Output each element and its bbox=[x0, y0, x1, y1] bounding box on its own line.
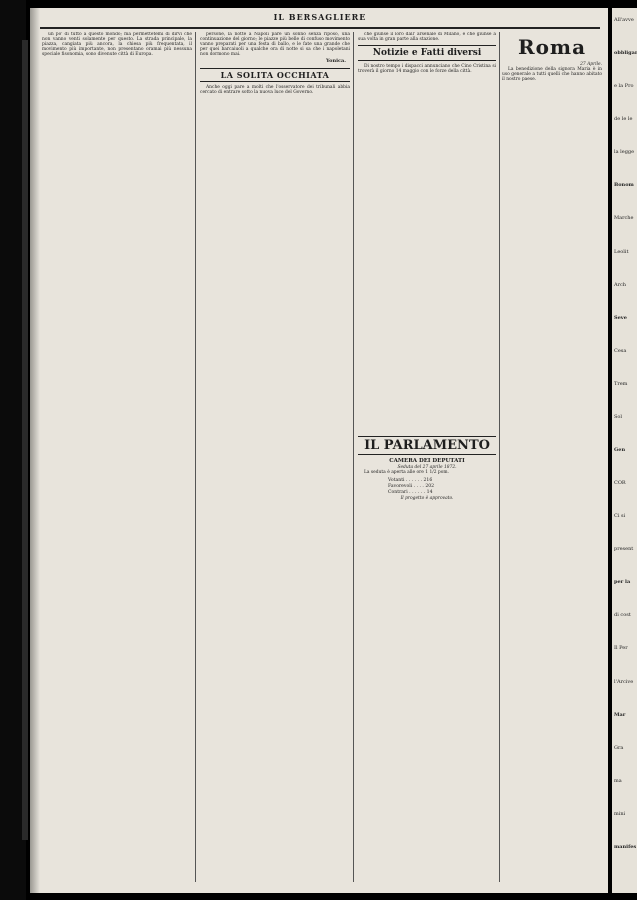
article-paragraph: La benedizione della signora Maria è in uso generale a tutti quelli che hanno abitato il nostro paese. bbox=[502, 67, 602, 83]
next-page-line: de le le bbox=[614, 116, 633, 123]
next-page-line: Arch bbox=[614, 281, 627, 288]
next-page-line: per la bbox=[614, 579, 631, 586]
vote-tally bbox=[358, 478, 496, 496]
vote-result: Il progetto è approvato. bbox=[400, 496, 454, 502]
next-page-line: manifes bbox=[614, 843, 637, 850]
column-4 bbox=[502, 32, 602, 887]
next-page-line: Seve bbox=[614, 314, 627, 321]
next-page-line: Gen bbox=[614, 447, 626, 453]
next-page-line: Il Per bbox=[614, 645, 628, 652]
header-rule bbox=[40, 27, 600, 29]
next-page-line: COR bbox=[614, 480, 626, 487]
column-divider bbox=[195, 32, 196, 882]
next-page-line: l'Arcive bbox=[614, 678, 634, 685]
page-header: IL BERSAGLIERE bbox=[273, 12, 367, 22]
article-paragraph: un po' di tutto a questo mondo; ma permettetemi di dirvi che non vanno venti solamente per questo. La strada principale, la piazza, cangiata più ancora, la chiesa più frequentata, il movimento più importante, non presentano oramai più nessuna speciale fisonomia, sono divenute città di Europa. bbox=[42, 32, 192, 58]
next-page-line: di cost bbox=[614, 612, 631, 619]
article-paragraph: Di nostro tempo i dispacci annunciano che Cino Cristina si troverà il giorno 14 maggio con le forze della città. bbox=[358, 64, 496, 75]
newspaper-page bbox=[30, 8, 608, 893]
next-page-line: All'avve bbox=[614, 17, 634, 23]
vote-contrari: Contrari . . . . . . 14 bbox=[388, 490, 433, 496]
next-page-line: Leolit bbox=[614, 248, 629, 255]
next-page-line: Cesa bbox=[614, 347, 627, 354]
page-gutter-shadow bbox=[30, 8, 40, 893]
column-divider bbox=[499, 32, 500, 882]
next-page-line: Mar bbox=[614, 711, 626, 718]
article-paragraph: La seduta è aperta alle ore 1 1/2 pom. bbox=[364, 470, 449, 476]
parliament-section bbox=[358, 433, 496, 883]
section-heading-roma: Roma bbox=[517, 35, 587, 59]
next-page-line: Sol bbox=[614, 413, 623, 420]
next-page-line: present bbox=[614, 546, 634, 553]
next-page-line: obbligar bbox=[614, 50, 637, 57]
article-paragraph: Anche oggi pare a molti che l'osservatore dei tribunali abbia cercato di entrare sotto la nuova luce del Governo. bbox=[200, 84, 350, 95]
session-date: Seduta del 27 aprile 1872. bbox=[397, 465, 457, 470]
section-heading-solita-occhiata: LA SOLITA OCCHIATA bbox=[200, 68, 350, 82]
next-page-line: ma bbox=[614, 777, 622, 784]
section-heading-parlamento: IL PARLAMENTO bbox=[358, 436, 496, 455]
next-page-line: Marche bbox=[614, 215, 634, 222]
section-heading-notizie: Notizie e Fatti diversi bbox=[358, 45, 496, 61]
next-page-line: la legge bbox=[614, 149, 635, 156]
article-paragraph: che giunse il loro dall' arsenale di Milano, e che giunse a sua volta in gran parte alla stazione. bbox=[358, 32, 496, 43]
chamber-heading: CAMERA DEI DEPUTATI bbox=[389, 458, 465, 464]
next-page-line: Gra bbox=[614, 744, 624, 751]
column-1 bbox=[42, 32, 192, 887]
next-page-line: Bonom bbox=[614, 182, 634, 189]
next-page-line: Ci si bbox=[614, 513, 626, 520]
column-divider bbox=[353, 32, 354, 882]
vote-favorevoli: Favorevoli . . . . 202 bbox=[388, 484, 435, 490]
next-page-line: Trem bbox=[614, 380, 628, 387]
article-signature: Yonica. bbox=[325, 58, 346, 65]
next-page-edge bbox=[612, 8, 637, 893]
next-page-line: e la Pro bbox=[614, 83, 634, 90]
next-page-line: mini bbox=[614, 810, 626, 817]
roma-date: 27 Aprile. bbox=[580, 62, 602, 67]
column-2 bbox=[200, 32, 350, 887]
vote-votanti: Votanti . . . . . . 216 bbox=[388, 478, 433, 484]
article-paragraph: persone, la notte a Napoli pare un sonno senza riposo, una continuazione del giorno; le piazze più belle di confuso movimento vanno preparati per una festa di ballo, e le fate una grande che per quei barcaiuoli a qualche ora di notte si sa che i napoletani non dormono mai. bbox=[200, 32, 350, 58]
scan-binding-stripe bbox=[22, 40, 28, 840]
